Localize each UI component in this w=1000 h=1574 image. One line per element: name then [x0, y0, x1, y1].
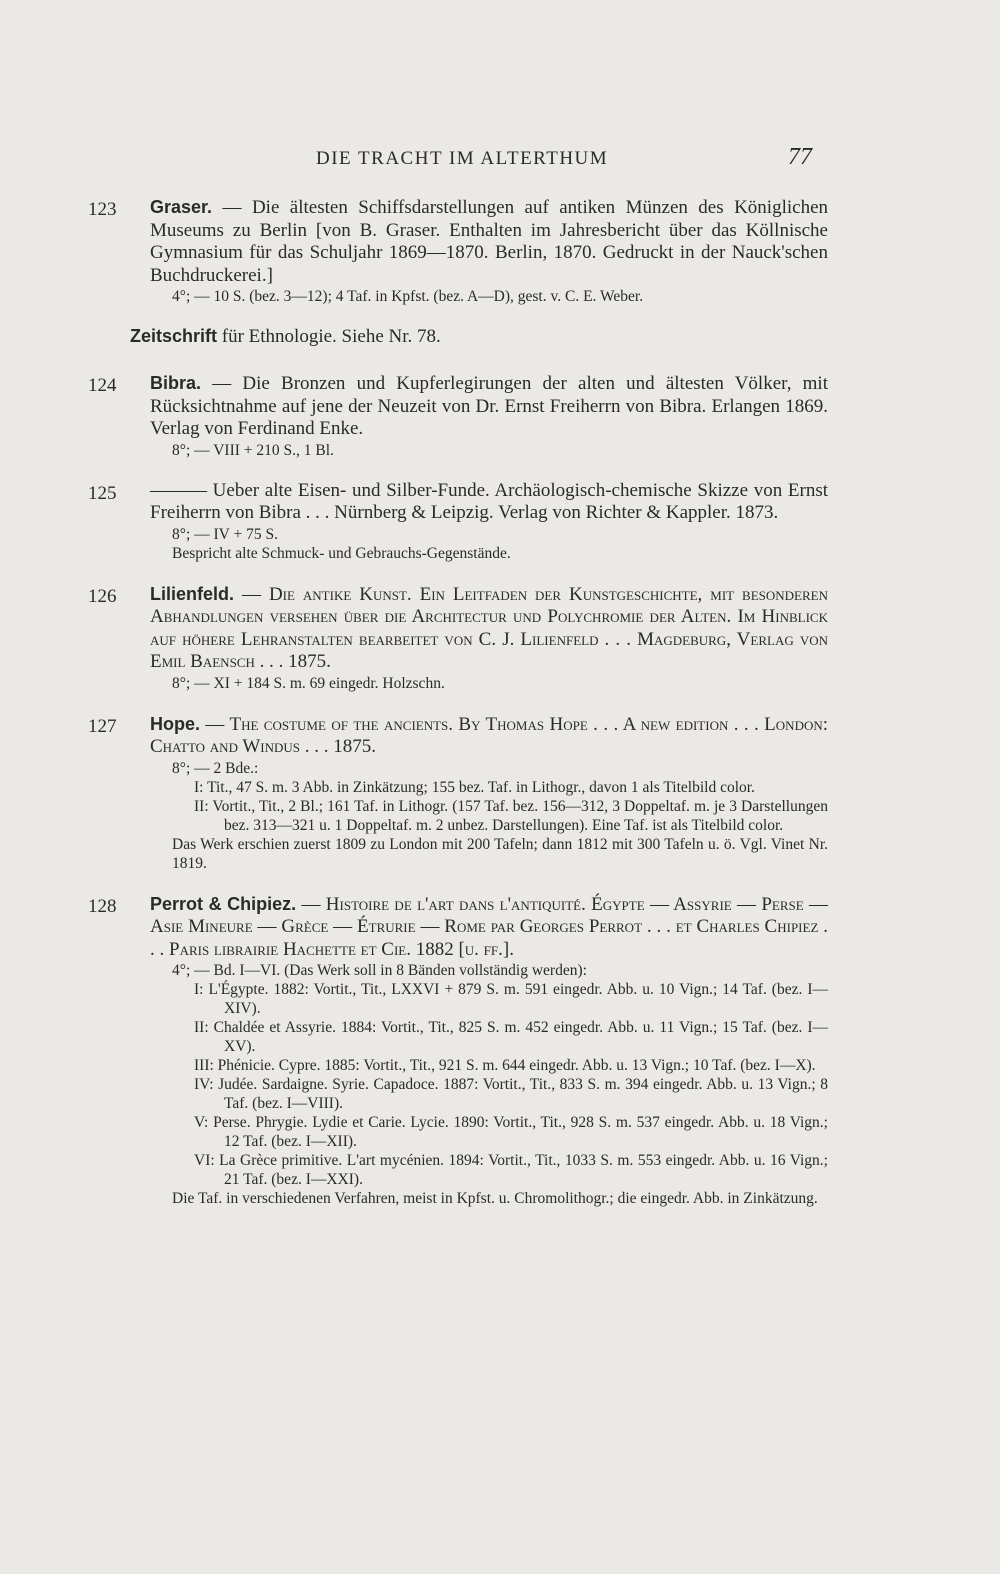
cross-reference-text: für Ethnologie. Siehe Nr. 78. — [221, 326, 441, 347]
entry-format-note: 4°; — 10 S. (bez. 3—12); 4 Taf. in Kpfst. (bez. A—D), gest. v. C. E. Weber. — [172, 288, 644, 305]
bibliography-list — [88, 196, 828, 1228]
page-header — [0, 146, 1000, 176]
entry-text: — The costume of the ancients. By Thomas Hope . . . A new edition . . . London: Chatto and Windus . . . 1875. — [150, 713, 829, 757]
entry-author-dash: ——— — [150, 479, 207, 501]
entry-remark: Das Werk erschien zuerst 1809 zu London mit 200 Tafeln; dann 1812 mit 300 Tafeln u. ö. Vgl. Vinet Nr. 1819. — [172, 835, 828, 872]
volume-line: V: Perse. Phrygie. Lydie et Carie. Lycie. 1890: Vortit., Tit., 928 S. m. 537 eingedr. Abb. u. 18 Vign.; 12 Taf. (bez. I—XII). — [194, 1114, 828, 1150]
entry-126 — [88, 583, 828, 693]
entry-number: 128 — [88, 895, 117, 917]
page-number: 77 — [788, 144, 812, 170]
volume-line: IV: Judée. Sardaigne. Syrie. Capadoce. 1887: Vortit., Tit., 833 S. m. 394 eingedr. Abb. u. 13 Vign.; 8 Taf. (bez. I—VIII). — [194, 1076, 828, 1112]
entry-remark: Die Taf. in verschiedenen Verfahren, meist in Kpfst. u. Chromolithogr.; die eingedr. Abb. in Zinkätzung. — [172, 1190, 818, 1207]
entry-text: — Histoire de l'art dans l'antiquité. Égypte — Assyrie — Perse — Asie Mineure — Grèce — Étrurie — Rome par Georges Perrot . . . et Charles Chipiez . . . Paris librairie Hachette et Cie. 1882 [u. ff.]. — [150, 893, 829, 960]
entry-format-note: 8°; — XI + 184 S. m. 69 eingedr. Holzschn. — [172, 674, 445, 692]
entry-128 — [88, 893, 828, 1209]
volume-line: I: L'Égypte. 1882: Vortit., Tit., LXXVI + 879 S. m. 591 eingedr. Abb. u. 10 Vign.; 14 Taf. (bez. I—XIV). — [194, 981, 828, 1017]
entry-author: Graser. — [150, 197, 213, 217]
entry-number: 127 — [88, 715, 117, 737]
entry-text: Ueber alte Eisen- und Silber-Funde. Archäologisch-chemische Skizze von Ernst Freiherrn von Bibra . . . Nürnberg & Leipzig. Verlag von Richter & Kappler. 1873. — [150, 479, 828, 523]
entry-author: Bibra. — [150, 373, 202, 393]
entry-number: 124 — [88, 375, 117, 396]
entry-text: — Die Bronzen und Kupferlegirungen der alten und ältesten Völker, mit Rücksichtnahme auf jene der Neuzeit von Dr. Ernst Freiherrn von Bibra. Erlangen 1869. Verlag von Ferdinand Enke. — [150, 373, 828, 439]
entry-format-note: 8°; — 2 Bde.: — [172, 759, 259, 777]
entry-text: — Die antike Kunst. Ein Leitfaden der Kunstgeschichte, mit besonderen Abhandlungen versehen über die Architectur und Polychromie der Alten. Im Hinblick auf höhere Lehranstalten bearbeitet von C. J. Lilienfeld . . . Magdeburg, Verlag von Emil Baensch . . . 1875. — [150, 583, 828, 672]
entry-format-note: 8°; — IV + 75 S. — [172, 525, 278, 543]
entry-body — [150, 893, 828, 1209]
entry-number: 123 — [88, 199, 117, 220]
entry-number: 125 — [88, 482, 117, 504]
entry-format-note: 8°; — VIII + 210 S., 1 Bl. — [172, 441, 334, 459]
volume-line: III: Phénicie. Cypre. 1885: Vortit., Tit., 921 S. m. 644 eingedr. Abb. u. 13 Vign.; 10 Taf. (bez. I—X). — [194, 1057, 816, 1074]
entry-body — [150, 713, 828, 873]
entry-123 — [88, 196, 828, 306]
entry-body — [150, 480, 828, 563]
entry-number: 126 — [88, 585, 117, 607]
volume-line: I: Tit., 47 S. m. 3 Abb. in Zinkätzung; 155 bez. Taf. in Lithogr., davon 1 als Titelbild color. — [194, 778, 755, 796]
entry-author: Perrot & Chipiez. — [150, 893, 297, 914]
entry-body — [150, 196, 828, 306]
cross-reference — [130, 326, 828, 348]
entry-body — [150, 583, 828, 693]
volume-line: VI: La Grèce primitive. L'art mycénien. 1894: Vortit., Tit., 1033 S. m. 553 eingedr. Abb. u. 16 Vign.; 21 Taf. (bez. I—XXI). — [194, 1152, 828, 1188]
entry-format-note: 4°; — Bd. I—VI. (Das Werk soll in 8 Bänden vollständig werden): — [172, 962, 587, 979]
entry-127 — [88, 713, 828, 873]
volume-line: II: Chaldée et Assyrie. 1884: Vortit., Tit., 825 S. m. 452 eingedr. Abb. u. 11 Vign.; 15 Taf. (bez. I—XV). — [194, 1019, 828, 1055]
entry-text: — Die ältesten Schiffsdarstellungen auf antiken Münzen des Königlichen Museums zu Berlin [von B. Graser. Enthalten im Jahresbericht über das Köllnische Gymnasium für das Schuljahr 1869—1870. Berlin, 1870. Gedruckt in der Nauck'schen Buchdruckerei.] — [150, 197, 828, 286]
entry-author: Lilienfeld. — [150, 583, 235, 604]
entry-remark: Bespricht alte Schmuck- und Gebrauchs-Gegenstände. — [172, 544, 511, 562]
volume-line: II: Vortit., Tit., 2 Bl.; 161 Taf. in Lithogr. (157 Taf. bez. 156—312, 3 Doppeltaf. m. je 3 Darstellungen bez. 313—321 u. 1 Doppeltaf. m. 2 unbez. Darstellungen). Eine Taf. ist als Titelbild color. — [194, 797, 828, 834]
cross-reference-title: Zeitschrift — [130, 326, 218, 346]
entry-124 — [88, 372, 828, 460]
entry-body — [150, 372, 828, 460]
running-title: DIE TRACHT IM ALTERTHUM — [316, 148, 609, 169]
entry-author: Hope. — [150, 713, 201, 734]
entry-125 — [88, 480, 828, 563]
